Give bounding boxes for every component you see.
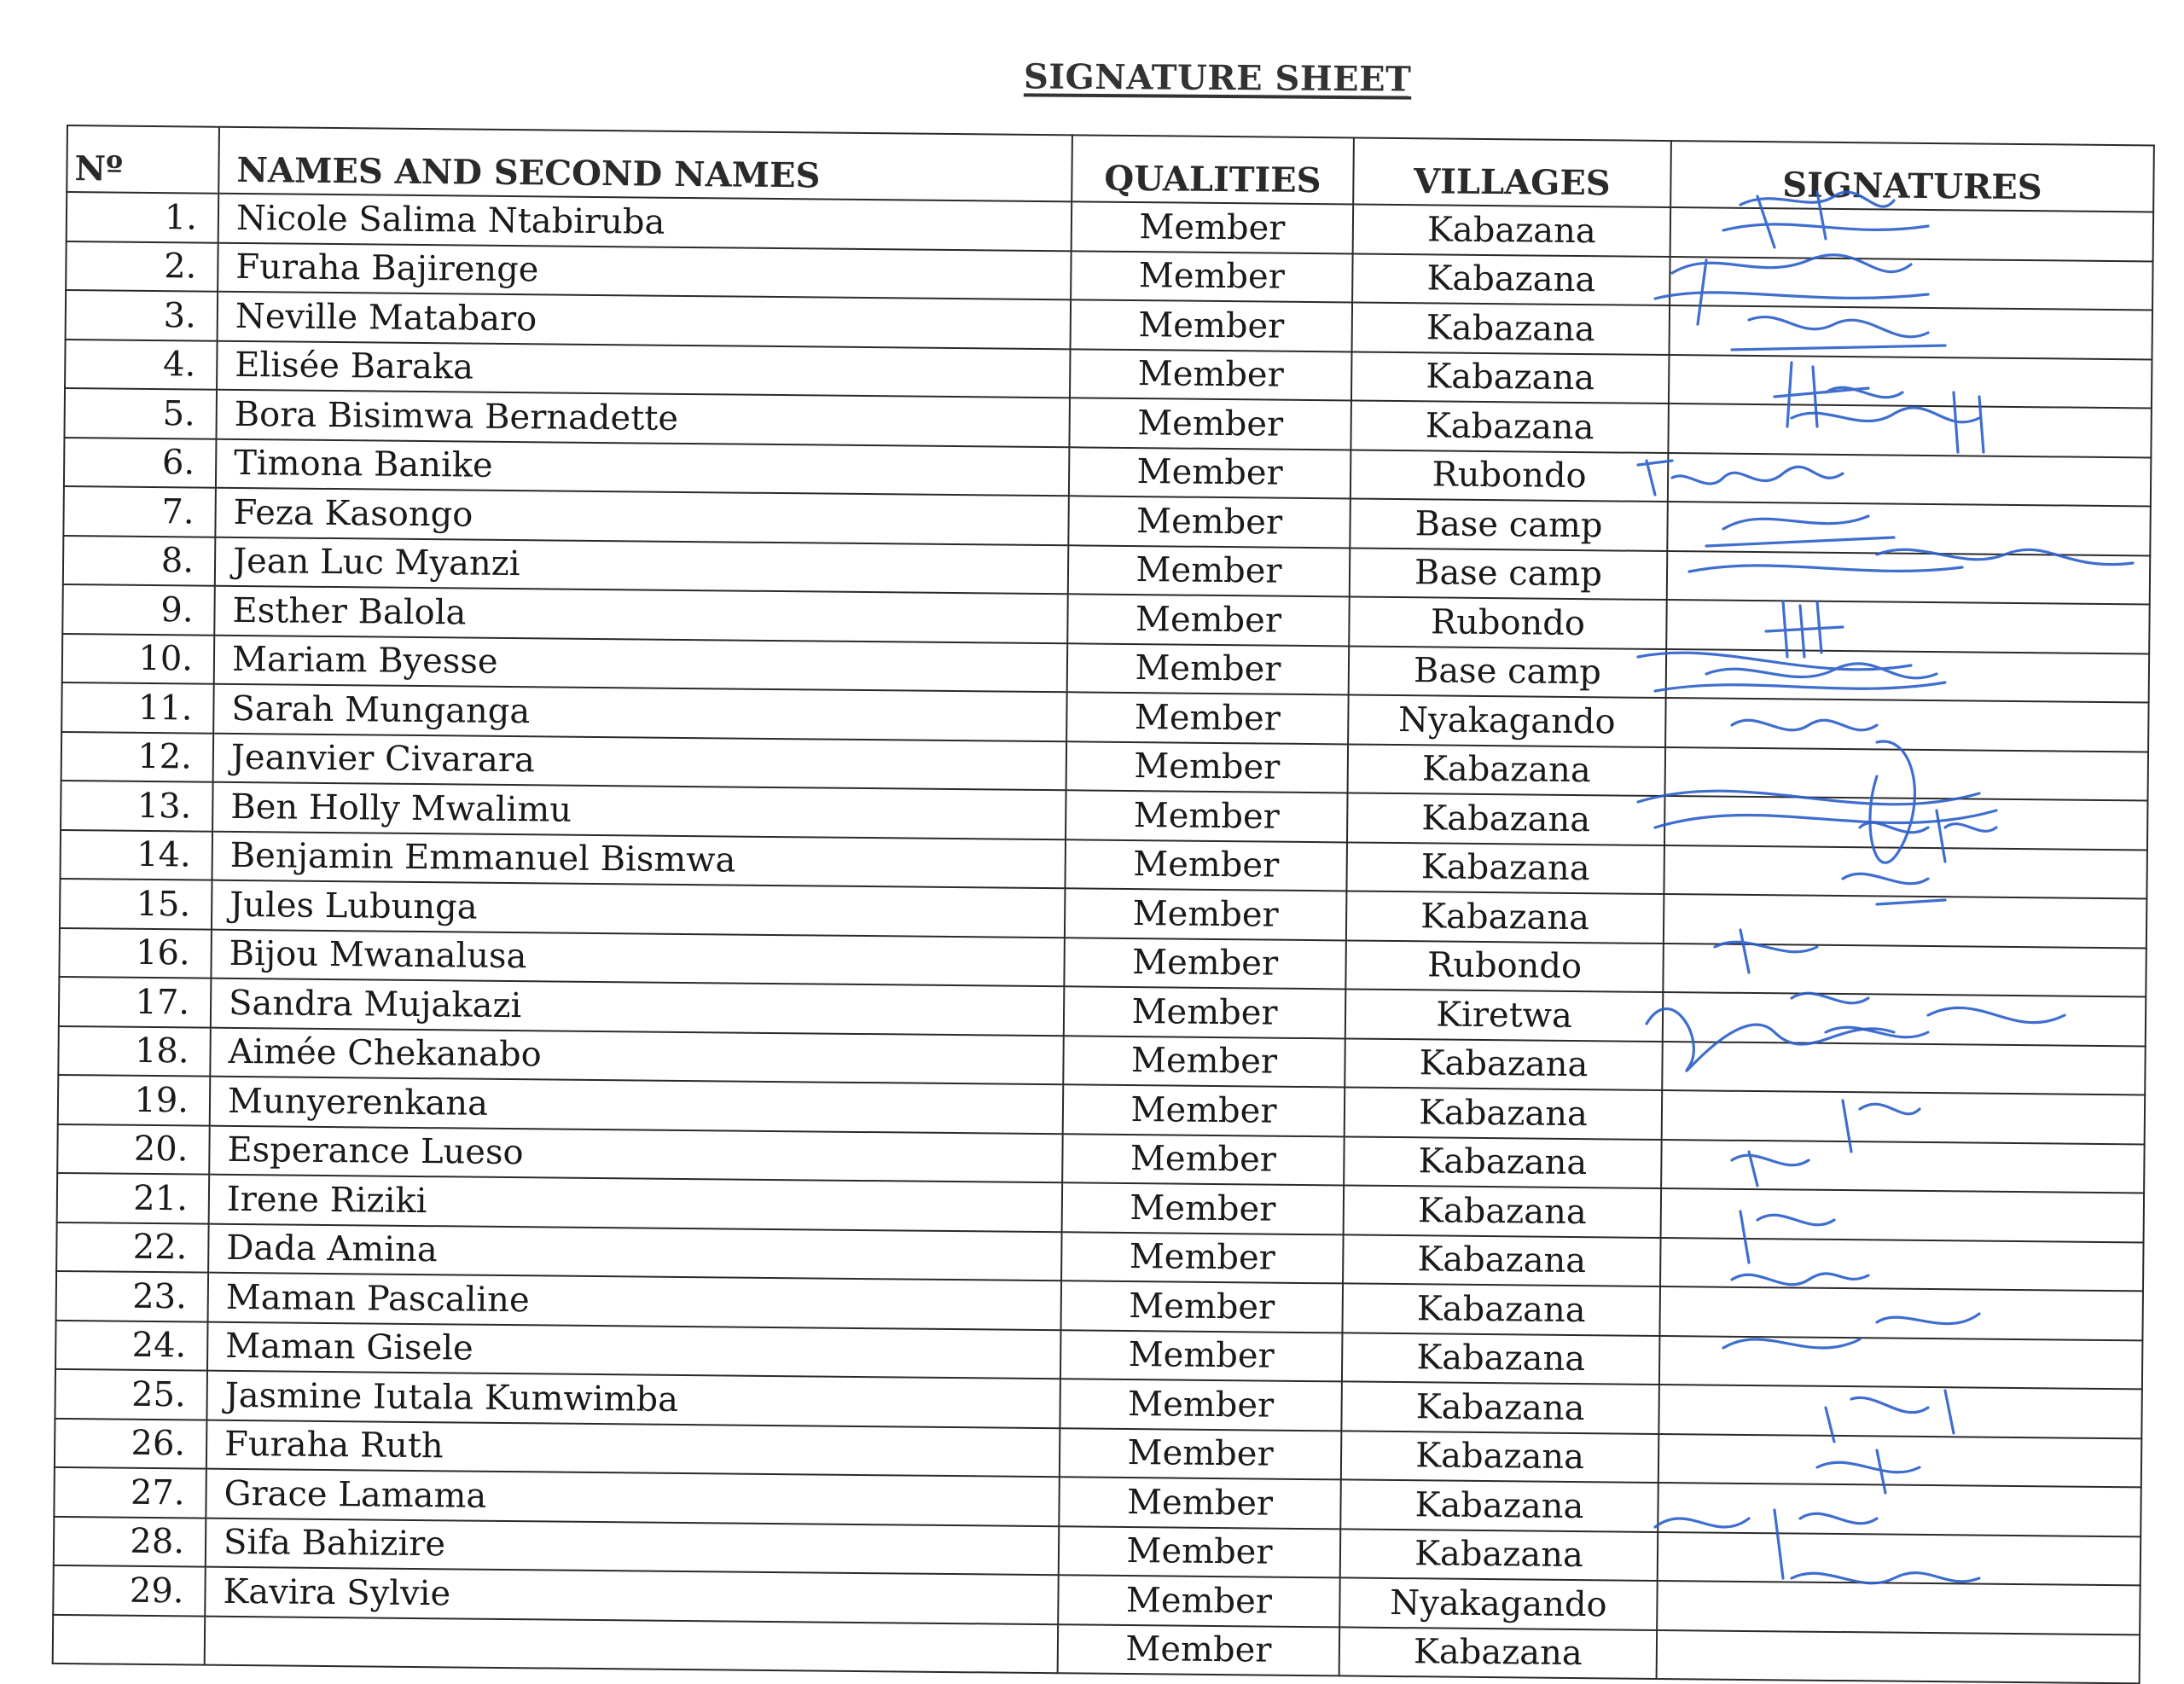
member-village: Base camp xyxy=(1350,498,1668,550)
member-village: Kabazana xyxy=(1352,302,1670,354)
member-quality: Member xyxy=(1065,839,1347,891)
signature-cell xyxy=(1666,649,2150,703)
signature-cell xyxy=(1658,1531,2141,1585)
member-name: Maman Gisele xyxy=(207,1321,1061,1379)
member-village: Kabazana xyxy=(1346,842,1664,894)
member-quality: Member xyxy=(1058,1624,1340,1676)
member-village: Nyakagando xyxy=(1339,1577,1658,1629)
signature-cell xyxy=(1660,1237,2144,1291)
member-village: Kiretwa xyxy=(1345,989,1664,1041)
member-quality: Member xyxy=(1067,594,1350,646)
signature-cell xyxy=(1659,1335,2143,1389)
signature-cell xyxy=(1666,600,2150,653)
signature-cell xyxy=(1668,453,2152,507)
signature-cell xyxy=(1670,257,2153,311)
member-quality: Member xyxy=(1071,299,1353,351)
signature-cell xyxy=(1665,747,2149,801)
row-number: 26. xyxy=(55,1418,207,1468)
member-quality: Member xyxy=(1070,349,1352,401)
member-name: Sandra Mujakazi xyxy=(211,978,1065,1036)
member-name: Sifa Bahizire xyxy=(206,1518,1060,1575)
member-name: Munyerenkana xyxy=(210,1077,1064,1134)
row-number: 14. xyxy=(61,829,213,880)
member-quality: Member xyxy=(1062,1182,1345,1234)
signature-cell xyxy=(1658,1385,2142,1438)
row-number: 12. xyxy=(61,731,214,781)
row-number: 9. xyxy=(62,584,215,635)
row-number: 4. xyxy=(65,339,218,389)
signature-cell xyxy=(1669,305,2152,359)
member-village: Kabazana xyxy=(1341,1381,1659,1433)
row-number: 25. xyxy=(55,1369,207,1420)
header-names: NAMES AND SECOND NAMES xyxy=(218,127,1072,202)
signature-cell xyxy=(1661,1140,2145,1193)
row-number: 20. xyxy=(57,1124,210,1174)
member-quality: Member xyxy=(1062,1134,1345,1186)
signature-table-wrapper xyxy=(52,125,2153,1684)
signature-cell xyxy=(1667,551,2151,605)
member-name: Aimée Chekanabo xyxy=(210,1027,1064,1084)
member-quality: Member xyxy=(1065,888,1347,940)
member-village: Nyakagando xyxy=(1348,694,1666,746)
member-quality: Member xyxy=(1061,1232,1344,1284)
member-name: Mariam Byesse xyxy=(214,635,1068,692)
signature-cell xyxy=(1663,944,2146,997)
signature-cell xyxy=(1663,992,2146,1046)
member-village: Kabazana xyxy=(1346,891,1664,943)
row-number: 21. xyxy=(57,1173,210,1223)
header-signatures: SIGNATURES xyxy=(1670,141,2154,212)
member-quality: Member xyxy=(1066,692,1349,744)
member-name: Jean Luc Myanzi xyxy=(215,537,1069,594)
member-name: Jeanvier Civarara xyxy=(213,733,1067,790)
row-number: 2. xyxy=(66,241,218,292)
signature-cell xyxy=(1658,1483,2141,1536)
member-quality: Member xyxy=(1067,643,1350,695)
member-name: Esperance Lueso xyxy=(209,1125,1063,1182)
member-quality: Member xyxy=(1063,1084,1345,1136)
member-village: Kabazana xyxy=(1342,1283,1660,1335)
row-number: 11. xyxy=(61,682,214,733)
member-name: Grace Lamama xyxy=(206,1469,1060,1526)
member-village: Kabazana xyxy=(1345,1087,1663,1139)
signature-cell xyxy=(1658,1433,2142,1487)
member-quality: Member xyxy=(1060,1280,1343,1333)
header-qualities: QUALITIES xyxy=(1072,135,1354,204)
row-number: 23. xyxy=(56,1271,209,1321)
signature-cell xyxy=(1665,698,2149,752)
member-village: Kabazana xyxy=(1341,1431,1659,1483)
member-name: Bora Bisimwa Bernadette xyxy=(216,390,1070,447)
row-number: 24. xyxy=(55,1320,208,1370)
signature-cell xyxy=(1664,845,2147,899)
member-name: Timona Banike xyxy=(216,438,1070,496)
member-village: Kabazana xyxy=(1350,400,1669,452)
row-number: 29. xyxy=(53,1565,206,1616)
member-village: Rubondo xyxy=(1349,596,1667,648)
member-village: Kabazana xyxy=(1344,1185,1662,1237)
header-no: Nº xyxy=(67,125,219,194)
member-quality: Member xyxy=(1069,447,1351,499)
member-village: Kabazana xyxy=(1345,1038,1663,1090)
row-number: 10. xyxy=(62,633,215,683)
member-quality: Member xyxy=(1066,790,1348,842)
member-village: Kabazana xyxy=(1340,1529,1658,1581)
member-village: Kabazana xyxy=(1342,1333,1660,1385)
member-quality: Member xyxy=(1058,1575,1340,1627)
signature-cell xyxy=(1659,1286,2143,1340)
row-number: 17. xyxy=(59,977,212,1027)
member-name: Neville Matabaro xyxy=(218,292,1072,349)
member-name: Jules Lubunga xyxy=(212,880,1066,938)
member-village: Kabazana xyxy=(1344,1136,1662,1188)
member-quality: Member xyxy=(1060,1330,1343,1382)
member-name: Furaha Ruth xyxy=(206,1420,1060,1477)
row-number: 18. xyxy=(58,1025,211,1076)
row-number: 6. xyxy=(64,437,217,487)
member-quality: Member xyxy=(1064,938,1346,990)
member-name: Benjamin Emmanuel Bismwa xyxy=(212,831,1066,888)
signature-cell xyxy=(1668,404,2152,457)
member-name xyxy=(205,1616,1059,1673)
member-quality: Member xyxy=(1071,251,1353,303)
member-name: Feza Kasongo xyxy=(215,488,1069,545)
member-quality: Member xyxy=(1059,1477,1341,1529)
sheet-title: SIGNATURE SHEET xyxy=(1023,56,1412,100)
header-villages: VILLAGES xyxy=(1353,137,1671,207)
member-village: Base camp xyxy=(1350,548,1668,600)
member-name: Jasmine Iutala Kumwimba xyxy=(206,1371,1060,1428)
signature-cell xyxy=(1664,796,2148,850)
signature-cell xyxy=(1662,1042,2146,1095)
member-name: Kavira Sylvie xyxy=(205,1567,1059,1624)
signature-table xyxy=(52,125,2155,1684)
member-quality: Member xyxy=(1063,1036,1345,1088)
member-name: Elisée Baraka xyxy=(217,340,1071,398)
member-village: Kabazana xyxy=(1353,204,1671,256)
row-number: 8. xyxy=(63,535,216,585)
member-name: Nicole Salima Ntabiruba xyxy=(218,194,1072,251)
member-quality: Member xyxy=(1066,741,1349,793)
member-name: Bijou Mwanalusa xyxy=(211,929,1065,986)
member-village: Kabazana xyxy=(1351,351,1670,404)
table-body xyxy=(53,192,2153,1683)
signature-cell xyxy=(1669,355,2152,409)
row-number: 28. xyxy=(54,1516,206,1566)
signature-cell xyxy=(1667,502,2151,555)
signature-cell xyxy=(1661,1188,2145,1242)
member-name: Ben Holly Mwalimu xyxy=(212,782,1066,839)
row-number: 19. xyxy=(58,1075,211,1125)
member-village: Rubondo xyxy=(1345,940,1664,992)
row-number: 22. xyxy=(56,1222,209,1272)
member-quality: Member xyxy=(1059,1526,1341,1578)
row-number: 15. xyxy=(60,879,212,929)
signature-cell xyxy=(1657,1581,2140,1635)
member-village: Kabazana xyxy=(1352,253,1670,305)
member-name: Sarah Munganga xyxy=(213,684,1067,741)
member-name: Maman Pascaline xyxy=(208,1273,1062,1330)
member-quality: Member xyxy=(1060,1379,1342,1431)
member-village: Kabazana xyxy=(1347,793,1665,845)
member-village: Kabazana xyxy=(1340,1479,1658,1531)
member-village: Kabazana xyxy=(1348,744,1666,796)
row-number: 5. xyxy=(64,388,217,438)
signature-cell xyxy=(1664,894,2147,948)
member-quality: Member xyxy=(1068,545,1350,597)
row-number: 1. xyxy=(67,192,219,242)
member-quality: Member xyxy=(1072,201,1354,253)
row-number: 16. xyxy=(59,927,212,978)
member-quality: Member xyxy=(1068,496,1350,548)
member-name: Furaha Bajirenge xyxy=(218,242,1072,299)
row-number: 13. xyxy=(61,781,213,831)
signature-cell xyxy=(1670,207,2154,261)
member-village: Kabazana xyxy=(1343,1234,1661,1286)
signature-cell xyxy=(1657,1629,2140,1683)
member-name: Dada Amina xyxy=(208,1223,1062,1280)
row-number: 7. xyxy=(63,486,216,537)
row-number: 27. xyxy=(54,1467,206,1518)
signature-cell xyxy=(1662,1090,2146,1144)
member-quality: Member xyxy=(1064,986,1346,1038)
member-name: Esther Balola xyxy=(214,586,1068,643)
member-village: Rubondo xyxy=(1350,450,1669,502)
member-village: Kabazana xyxy=(1339,1627,1658,1679)
member-name: Irene Riziki xyxy=(209,1175,1063,1232)
member-quality: Member xyxy=(1060,1428,1342,1480)
member-quality: Member xyxy=(1069,398,1351,450)
member-village: Base camp xyxy=(1349,646,1667,698)
row-number: 3. xyxy=(66,290,218,340)
row-number xyxy=(53,1614,206,1664)
